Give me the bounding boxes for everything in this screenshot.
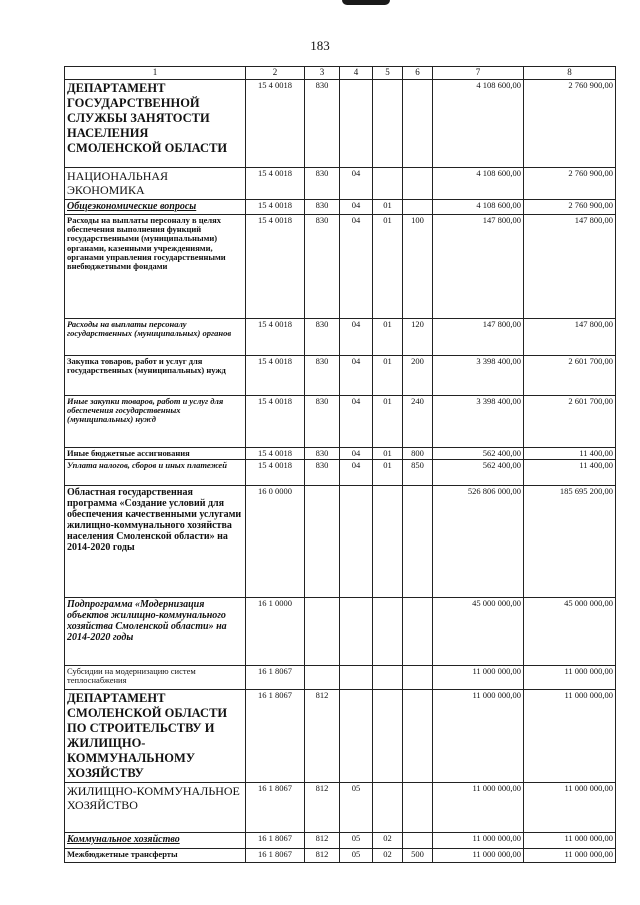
- subsection-code: 01: [373, 460, 403, 486]
- amount-year-1: 526 806 000,00: [433, 486, 524, 598]
- section-code: [340, 690, 373, 783]
- ministry-code: 830: [305, 447, 340, 459]
- target-article-code: 15 4 0018: [246, 79, 305, 167]
- subsection-code: [373, 598, 403, 666]
- section-code: 04: [340, 447, 373, 459]
- column-header: 2: [246, 67, 305, 80]
- expense-type-code: 240: [403, 395, 433, 447]
- amount-year-2: 11 000 000,00: [524, 690, 616, 783]
- section-code: 05: [340, 833, 373, 849]
- target-article-code: 16 1 8067: [246, 849, 305, 863]
- subsection-code: 02: [373, 833, 403, 849]
- expense-type-code: 120: [403, 318, 433, 355]
- target-article-code: 15 4 0018: [246, 447, 305, 459]
- row-name: Иные закупки товаров, работ и услуг для обеспечения государственных (муниципальных) нужд: [65, 395, 246, 447]
- row-name: Иные бюджетные ассигнования: [65, 447, 246, 459]
- table-row: [65, 460, 616, 486]
- expense-type-code: [403, 79, 433, 167]
- scan-artifact-mark: [342, 0, 390, 5]
- table-row: [65, 79, 616, 167]
- amount-year-2: 45 000 000,00: [524, 598, 616, 666]
- section-code: [340, 598, 373, 666]
- ministry-code: 830: [305, 199, 340, 214]
- row-name: Расходы на выплаты персоналу государственных (муниципальных) органов: [65, 318, 246, 355]
- ministry-code: 812: [305, 849, 340, 863]
- subsection-code: 02: [373, 849, 403, 863]
- subsection-code: [373, 690, 403, 783]
- subsection-code: [373, 486, 403, 598]
- column-header: 3: [305, 67, 340, 80]
- amount-year-2: 147 800,00: [524, 214, 616, 318]
- column-header: 7: [433, 67, 524, 80]
- table-row: [65, 395, 616, 447]
- section-code: 04: [340, 318, 373, 355]
- amount-year-1: 4 108 600,00: [433, 199, 524, 214]
- target-article-code: 15 4 0018: [246, 395, 305, 447]
- amount-year-1: 4 108 600,00: [433, 167, 524, 199]
- ministry-code: [305, 666, 340, 690]
- amount-year-2: 11 000 000,00: [524, 666, 616, 690]
- ministry-code: 812: [305, 690, 340, 783]
- subsection-code: 01: [373, 447, 403, 459]
- row-name: Общеэкономические вопросы: [65, 199, 246, 214]
- row-name: ЖИЛИЩНО-КОММУНАЛЬНОЕ ХОЗЯЙСТВО: [65, 783, 246, 833]
- row-name: Межбюджетные трансферты: [65, 849, 246, 863]
- table-row: [65, 833, 616, 849]
- table-row: [65, 598, 616, 666]
- section-code: 04: [340, 167, 373, 199]
- column-header: 4: [340, 67, 373, 80]
- ministry-code: 830: [305, 355, 340, 395]
- page-number: 183: [310, 38, 330, 53]
- target-article-code: 15 4 0018: [246, 460, 305, 486]
- amount-year-2: 2 760 900,00: [524, 79, 616, 167]
- table-row: [65, 199, 616, 214]
- row-name: Закупка товаров, работ и услуг для государственных (муниципальных) нужд: [65, 355, 246, 395]
- table-row: [65, 666, 616, 690]
- column-header-row: [65, 67, 616, 80]
- column-header: 8: [524, 67, 616, 80]
- row-name: ДЕПАРТАМЕНТ ГОСУДАРСТВЕННОЙ СЛУЖБЫ ЗАНЯТОСТИ НАСЕЛЕНИЯ СМОЛЕНСКОЙ ОБЛАСТИ: [65, 79, 246, 167]
- table-row: [65, 167, 616, 199]
- expense-type-code: [403, 783, 433, 833]
- section-code: 05: [340, 783, 373, 833]
- amount-year-2: 11 000 000,00: [524, 833, 616, 849]
- ministry-code: [305, 486, 340, 598]
- target-article-code: 16 0 0000: [246, 486, 305, 598]
- row-name: Подпрограмма «Модернизация объектов жилищно-коммунального хозяйства Смоленской области» на 2014-2020 годы: [65, 598, 246, 666]
- table-row: [65, 447, 616, 459]
- ministry-code: 830: [305, 167, 340, 199]
- ministry-code: 830: [305, 214, 340, 318]
- target-article-code: 15 4 0018: [246, 214, 305, 318]
- row-name: Областная государственная программа «Создание условий для обеспечения качественными услугами жилищно-коммунального хозяйства населения Смоленской области» на 2014-2020 годы: [65, 486, 246, 598]
- subsection-code: 01: [373, 395, 403, 447]
- row-name: Коммунальное хозяйство: [65, 833, 246, 849]
- table-row: [65, 690, 616, 783]
- ministry-code: 812: [305, 833, 340, 849]
- ministry-code: 830: [305, 318, 340, 355]
- amount-year-1: 11 000 000,00: [433, 690, 524, 783]
- section-code: [340, 666, 373, 690]
- amount-year-1: 11 000 000,00: [433, 849, 524, 863]
- target-article-code: 15 4 0018: [246, 318, 305, 355]
- subsection-code: [373, 79, 403, 167]
- amount-year-2: 11 000 000,00: [524, 849, 616, 863]
- table-row: [65, 214, 616, 318]
- amount-year-2: 2 760 900,00: [524, 199, 616, 214]
- column-header: 5: [373, 67, 403, 80]
- subsection-code: [373, 167, 403, 199]
- row-name: Расходы на выплаты персоналу в целях обеспечения выполнения функций государственными (муниципальными) органами, казенными учреждениями, органами управления государственными внебюджетными фондами: [65, 214, 246, 318]
- expense-type-code: 100: [403, 214, 433, 318]
- row-name: Уплата налогов, сборов и иных платежей: [65, 460, 246, 486]
- target-article-code: 15 4 0018: [246, 199, 305, 214]
- expense-type-code: 850: [403, 460, 433, 486]
- amount-year-1: 562 400,00: [433, 447, 524, 459]
- subsection-code: 01: [373, 318, 403, 355]
- amount-year-1: 4 108 600,00: [433, 79, 524, 167]
- table-row: [65, 318, 616, 355]
- expense-type-code: [403, 598, 433, 666]
- amount-year-2: 2 760 900,00: [524, 167, 616, 199]
- amount-year-1: 45 000 000,00: [433, 598, 524, 666]
- section-code: 04: [340, 199, 373, 214]
- row-name: ДЕПАРТАМЕНТ СМОЛЕНСКОЙ ОБЛАСТИ ПО СТРОИТЕЛЬСТВУ И ЖИЛИЩНО-КОММУНАЛЬНОМУ ХОЗЯЙСТВУ: [65, 690, 246, 783]
- subsection-code: 01: [373, 214, 403, 318]
- budget-table: [64, 66, 616, 863]
- table-row: [65, 486, 616, 598]
- expense-type-code: [403, 167, 433, 199]
- amount-year-2: 2 601 700,00: [524, 355, 616, 395]
- target-article-code: 16 1 8067: [246, 833, 305, 849]
- amount-year-1: 147 800,00: [433, 214, 524, 318]
- subsection-code: [373, 783, 403, 833]
- target-article-code: 16 1 0000: [246, 598, 305, 666]
- amount-year-1: 562 400,00: [433, 460, 524, 486]
- section-code: 05: [340, 849, 373, 863]
- amount-year-1: 3 398 400,00: [433, 355, 524, 395]
- target-article-code: 15 4 0018: [246, 167, 305, 199]
- section-code: 04: [340, 460, 373, 486]
- section-code: [340, 79, 373, 167]
- table-row: [65, 849, 616, 863]
- target-article-code: 16 1 8067: [246, 666, 305, 690]
- row-name: НАЦИОНАЛЬНАЯ ЭКОНОМИКА: [65, 167, 246, 199]
- expense-type-code: 500: [403, 849, 433, 863]
- amount-year-1: 3 398 400,00: [433, 395, 524, 447]
- ministry-code: 830: [305, 395, 340, 447]
- subsection-code: [373, 666, 403, 690]
- amount-year-1: 11 000 000,00: [433, 666, 524, 690]
- expense-type-code: [403, 690, 433, 783]
- amount-year-1: 11 000 000,00: [433, 833, 524, 849]
- amount-year-1: 147 800,00: [433, 318, 524, 355]
- amount-year-2: 11 400,00: [524, 460, 616, 486]
- section-code: 04: [340, 355, 373, 395]
- ministry-code: 812: [305, 783, 340, 833]
- amount-year-2: 11 000 000,00: [524, 783, 616, 833]
- expense-type-code: [403, 199, 433, 214]
- section-code: 04: [340, 214, 373, 318]
- row-name: Субсидии на модернизацию систем теплоснабжения: [65, 666, 246, 690]
- ministry-code: 830: [305, 79, 340, 167]
- expense-type-code: [403, 666, 433, 690]
- target-article-code: 15 4 0018: [246, 355, 305, 395]
- amount-year-2: 2 601 700,00: [524, 395, 616, 447]
- section-code: [340, 486, 373, 598]
- section-code: 04: [340, 395, 373, 447]
- table-row: [65, 783, 616, 833]
- column-header: 6: [403, 67, 433, 80]
- target-article-code: 16 1 8067: [246, 783, 305, 833]
- subsection-code: 01: [373, 355, 403, 395]
- expense-type-code: 200: [403, 355, 433, 395]
- target-article-code: 16 1 8067: [246, 690, 305, 783]
- table-row: [65, 355, 616, 395]
- expense-type-code: [403, 486, 433, 598]
- amount-year-2: 185 695 200,00: [524, 486, 616, 598]
- expense-type-code: 800: [403, 447, 433, 459]
- expense-type-code: [403, 833, 433, 849]
- subsection-code: 01: [373, 199, 403, 214]
- ministry-code: 830: [305, 460, 340, 486]
- ministry-code: [305, 598, 340, 666]
- amount-year-1: 11 000 000,00: [433, 783, 524, 833]
- amount-year-2: 147 800,00: [524, 318, 616, 355]
- column-header: 1: [65, 67, 246, 80]
- amount-year-2: 11 400,00: [524, 447, 616, 459]
